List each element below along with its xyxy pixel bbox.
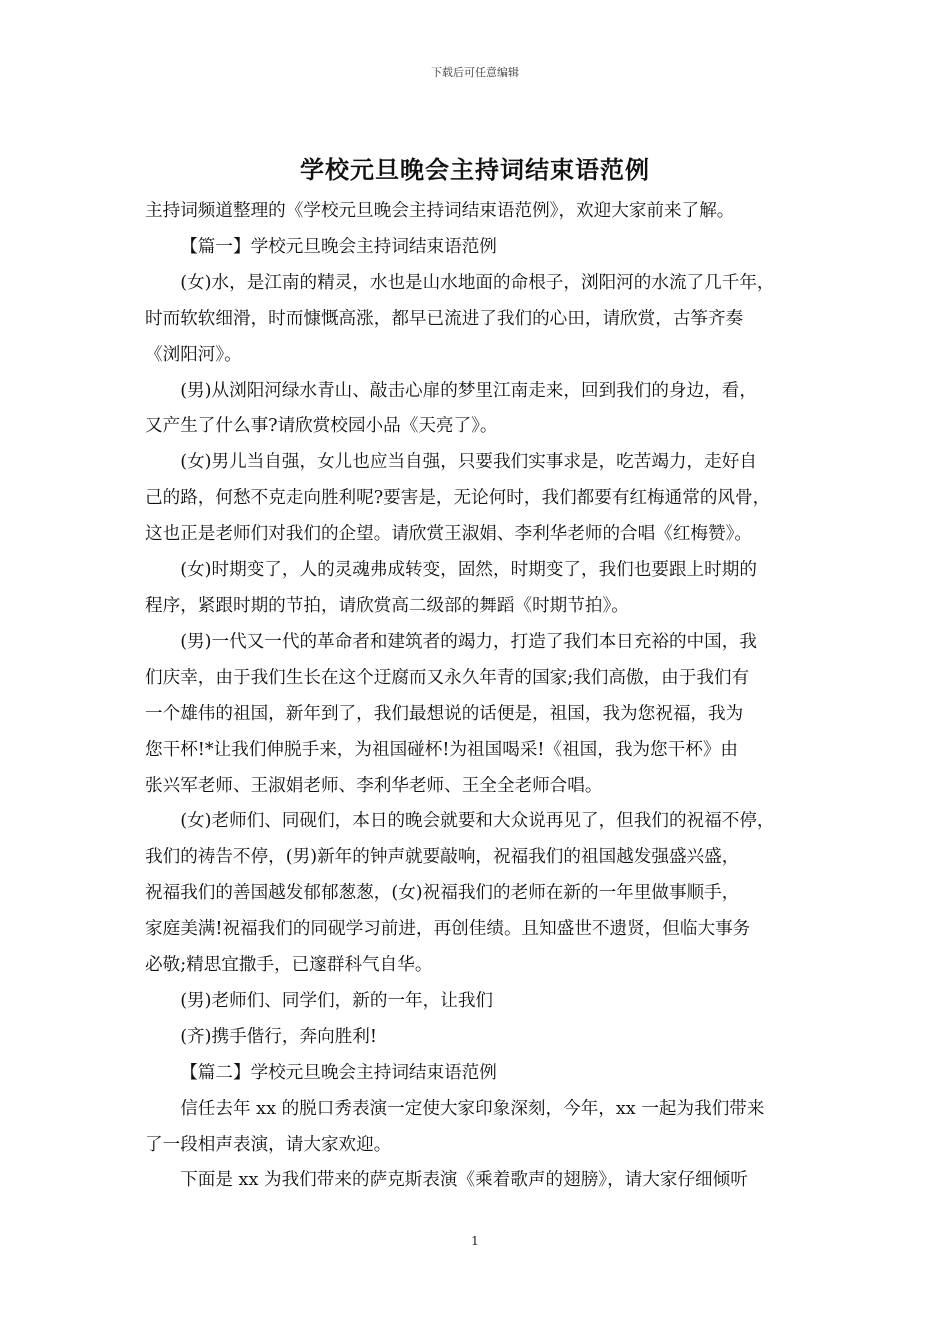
paragraph-line: 我们的祷告不停，(男)新年的钟声就要敲响，祝福我们的祖国越发强盛兴盛，: [145, 847, 740, 868]
paragraph-line: (男)从浏阳河绿水青山、敲击心扉的梦里江南走来，回到我们的身边，看，: [180, 380, 757, 401]
paragraph-line: (男)一代又一代的革命者和建筑者的竭力，打造了我们本日充裕的中国，我: [180, 631, 757, 652]
document-title: 学校元旦晚会主持词结束语范例: [300, 155, 650, 184]
paragraph-line: 这也正是老师们对我们的企望。请欣赏王淑娟、李利华老师的合唱《红梅赞》。: [145, 524, 752, 545]
paragraph: [145, 445, 808, 553]
header-note: 下载后可任意编辑: [431, 66, 519, 79]
paragraph: [145, 266, 808, 374]
paragraph-line: 程序，紧跟时期的节拍，请欣赏高二级部的舞蹈《时期节拍》。: [145, 595, 629, 616]
paragraph-line: 您干杯!*让我们伸脱手来，为祖国碰杯!为祖国喝采!《祖国，我为您干杯》由: [145, 739, 739, 760]
paragraph-line: 《浏阳河》。: [145, 344, 242, 365]
paragraph-line: 信任去年 xx 的脱口秀表演一定使大家印象深刻，今年，xx 一起为我们带来: [180, 1098, 765, 1119]
paragraph-line: 【篇一】学校元旦晚会主持词结束语范例: [180, 236, 497, 257]
paragraph: [145, 1092, 808, 1164]
paragraph: [145, 1020, 808, 1056]
paragraph-line: 家庭美满!祝福我们的同砚学习前进，再创佳绩。且知盛世不遗贤，但临大事务: [145, 919, 751, 940]
paragraph: [145, 1056, 808, 1092]
paragraph-line: (男)老师们、同学们，新的一年，让我们: [180, 990, 494, 1011]
paragraph-line: (女)男儿当自强，女儿也应当自强，只要我们实事求是，吃苦竭力，走好自: [180, 452, 757, 473]
paragraph: [145, 194, 808, 230]
paragraph-line: 己的路，何愁不克走向胜利呢?要害是，无论何时，我们都要有红梅通常的风骨，: [145, 488, 771, 509]
paragraph-line: 【篇二】学校元旦晚会主持词结束语范例: [180, 1062, 497, 1083]
paragraph-line: 下面是 xx 为我们带来的萨克斯表演《乘着歌声的翅膀》，请大家仔细倾听: [180, 1170, 748, 1191]
paragraph-line: 一个雄伟的祖国，新年到了，我们最想说的话便是，祖国，我为您祝福，我为: [145, 703, 744, 724]
paragraph-line: (女)时期变了，人的灵魂弗成转变，固然，时期变了，我们也要跟上时期的: [180, 560, 757, 581]
paragraph: [145, 1163, 808, 1199]
paragraph: [145, 804, 808, 984]
page-number: 1: [471, 1234, 479, 1248]
paragraph: [145, 625, 808, 805]
paragraph: [145, 984, 808, 1020]
paragraph-line: (女)水，是江南的精灵，水也是山水地面的命根子，浏阳河的水流了几千年，: [180, 272, 775, 293]
paragraph-line: 了一段相声表演，请大家欢迎。: [145, 1134, 392, 1155]
paragraph: [145, 374, 808, 446]
paragraph-line: 时而软软细滑，时而慷慨高涨，都早已流进了我们的心田，请欣赏，古筝齐奏: [145, 308, 744, 329]
paragraph: [145, 553, 808, 625]
paragraph-line: 张兴军老师、王淑娟老师、李利华老师、王全全老师合唱。: [145, 775, 603, 796]
paragraph-line: (齐)携手偕行，奔向胜利!: [180, 1026, 377, 1047]
paragraph-line: 主持词频道整理的《学校元旦晚会主持词结束语范例》，欢迎大家前来了解。: [145, 201, 735, 221]
paragraph-line: (女)老师们、同砚们，本日的晚会就要和大众说再见了，但我们的祝福不停，: [180, 811, 775, 832]
paragraph-line: 又产生了什么事?请欣赏校园小品《天亮了》。: [145, 416, 498, 437]
paragraph-line: 祝福我们的善国越发郁郁葱葱，(女)祝福我们的老师在新的一年里做事顺手，: [145, 883, 740, 904]
paragraph: [145, 230, 808, 266]
paragraph-line: 必敬;精思宜撒手，已邃群科气自华。: [145, 955, 433, 976]
document-body: [145, 194, 808, 1199]
paragraph-line: 们庆幸，由于我们生长在这个迂腐而又永久年青的国家;我们高傲，由于我们有: [145, 667, 750, 688]
